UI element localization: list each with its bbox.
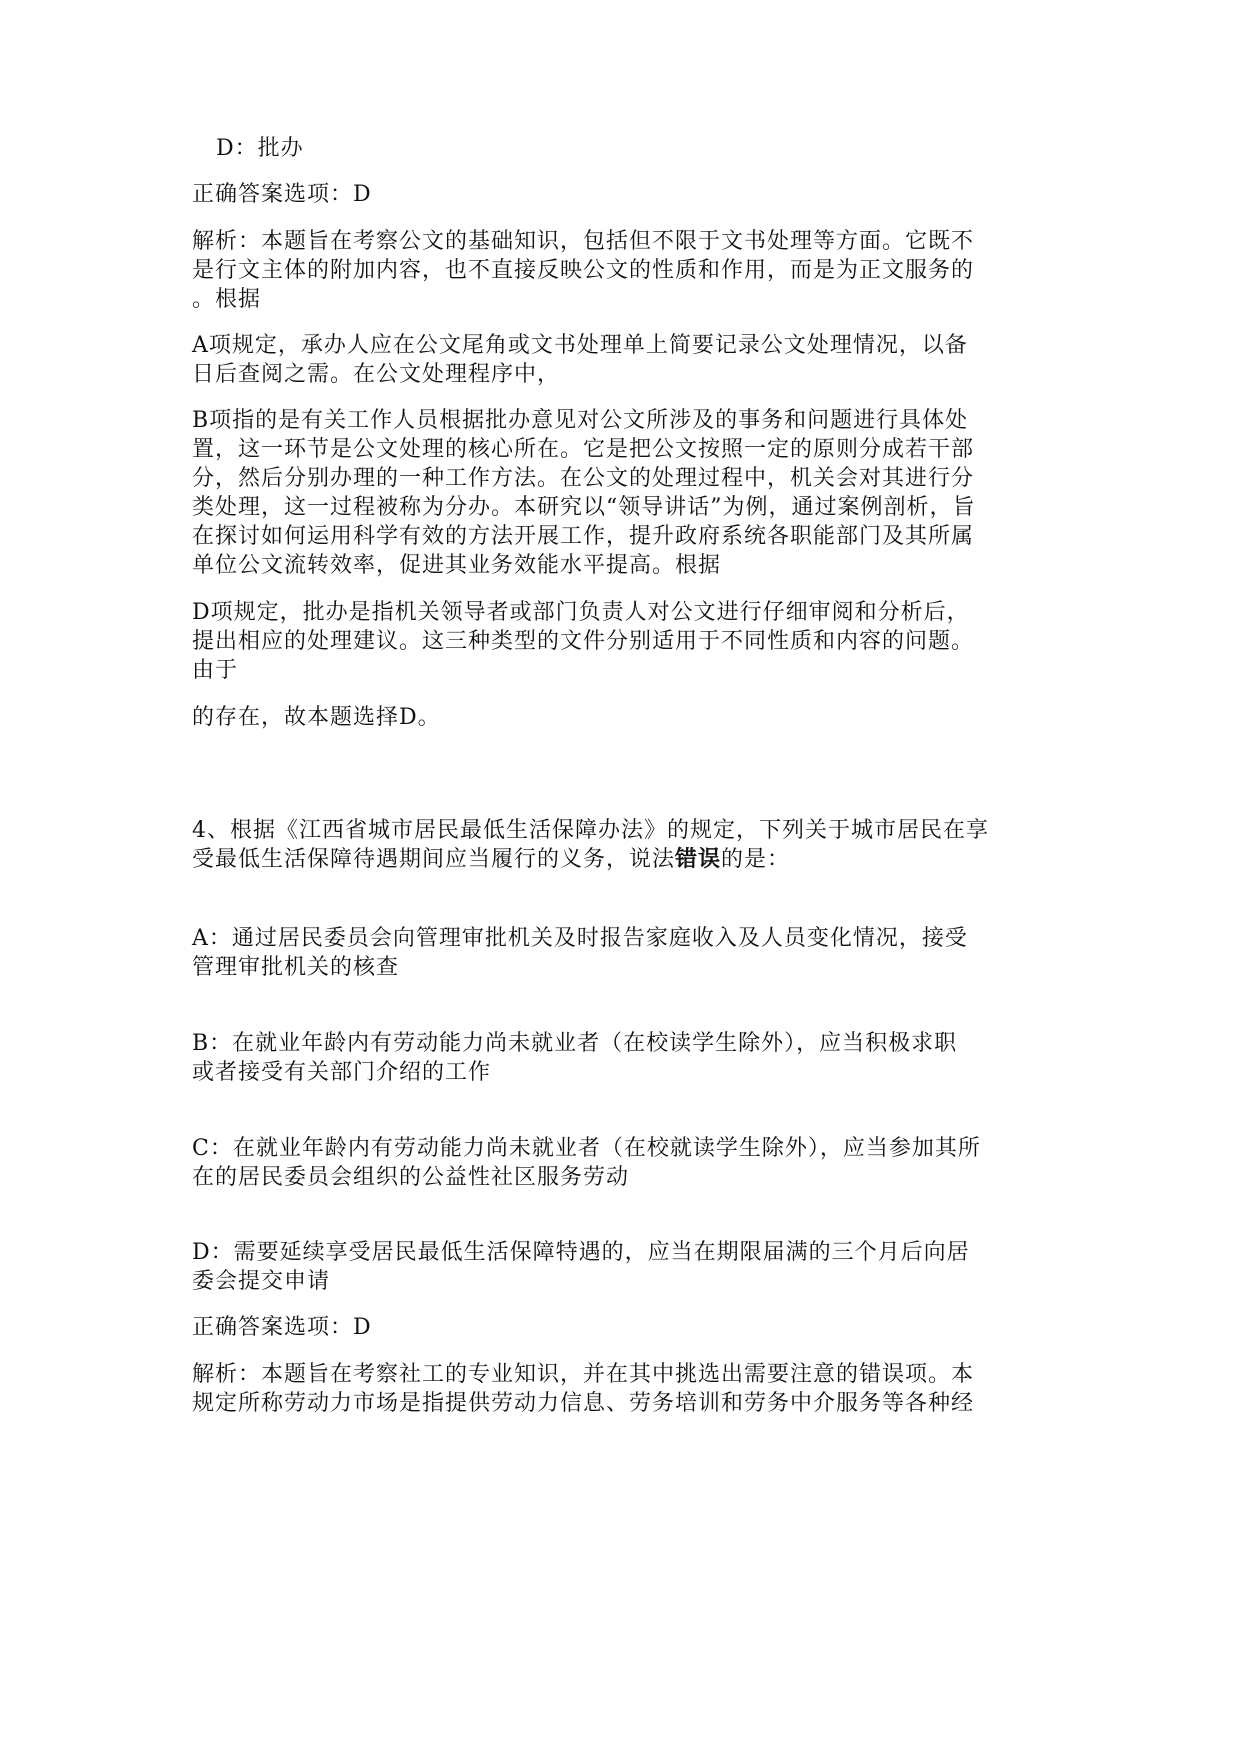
prev-conclusion: 的存在，故本题选择D。 xyxy=(192,705,441,730)
q4-stem-post: 的是： xyxy=(721,847,791,872)
prev-para-a-line-2: 日后查阅之需。在公文处理程序中， xyxy=(192,362,561,387)
q4-correct-answer: 正确答案选项：D xyxy=(192,1315,372,1340)
prev-para-d-line-3: 由于 xyxy=(192,658,239,683)
prev-analysis-line-1: 解析：本题旨在考察公文的基础知识，包括但不限于文书处理等方面。它既不 xyxy=(192,229,975,254)
prev-para-d-line-1: D项规定，批办是指机关领导者或部门负责人对公文进行仔细审阅和分析后， xyxy=(192,600,970,625)
prev-para-b-line-5: 在探讨如何运用科学有效的方法开展工作，提升政府系统各职能部门及其所属 xyxy=(192,524,975,549)
q4-stem-emphasis: 错误 xyxy=(675,846,722,872)
prev-correct-answer: 正确答案选项：D xyxy=(192,182,372,207)
prev-para-b-line-1: B项指的是有关工作人员根据批办意见对公文所涉及的事务和问题进行具体处 xyxy=(192,408,969,433)
prev-analysis-line-2: 是行文主体的附加内容，也不直接反映公文的性质和作用，而是为正文服务的 xyxy=(192,258,975,283)
q4-option-a-line-1: A：通过居民委员会向管理审批机关及时报告家庭收入及人员变化情况，接受 xyxy=(192,926,968,951)
q4-option-b-line-2: 或者接受有关部门介绍的工作 xyxy=(192,1060,492,1085)
q4-stem-line-1: 4、根据《江西省城市居民最低生活保障办法》的规定，下列关于城市居民在享 xyxy=(192,818,989,843)
q4-option-b-line-1: B：在就业年龄内有劳动能力尚未就业者（在校读学生除外），应当积极求职 xyxy=(192,1031,958,1056)
prev-analysis-line-3: 。根据 xyxy=(192,287,262,312)
q4-stem-line-2 xyxy=(192,843,1062,876)
prev-para-a-line-1: A项规定，承办人应在公文尾角或文书处理单上简要记录公文处理情况，以备 xyxy=(192,333,968,358)
prev-option-d: D：批办 xyxy=(216,136,304,161)
prev-para-b-line-4: 类处理，这一过程被称为分办。本研究以“领导讲话”为例，通过案例剖析，旨 xyxy=(192,495,976,520)
q4-option-c-line-2: 在的居民委员会组织的公益性社区服务劳动 xyxy=(192,1165,630,1190)
q4-analysis-line-2: 规定所称劳动力市场是指提供劳动力信息、劳务培训和劳务中介服务等各种经 xyxy=(192,1391,975,1416)
q4-option-d-line-2: 委会提交申请 xyxy=(192,1269,331,1294)
prev-para-d-line-2: 提出相应的处理建议。这三种类型的文件分别适用于不同性质和内容的问题。 xyxy=(192,629,975,654)
q4-option-d-line-1: D：需要延续享受居民最低生活保障特遇的，应当在期限届满的三个月后向居 xyxy=(192,1240,970,1265)
q4-option-a-line-2: 管理审批机关的核查 xyxy=(192,955,400,980)
prev-para-b-line-3: 分，然后分别办理的一种工作方法。在公文的处理过程中，机关会对其进行分 xyxy=(192,466,975,491)
q4-analysis-line-1: 解析：本题旨在考察社工的专业知识，并在其中挑选出需要注意的错误项。本 xyxy=(192,1362,975,1387)
q4-stem-pre: 受最低生活保障待遇期间应当履行的义务，说法 xyxy=(192,847,676,872)
prev-para-b-line-6: 单位公文流转效率，促进其业务效能水平提高。根据 xyxy=(192,553,722,578)
q4-option-c-line-1: C：在就业年龄内有劳动能力尚未就业者（在校就读学生除外），应当参加其所 xyxy=(192,1136,981,1161)
prev-para-b-line-2: 置，这一环节是公文处理的核心所在。它是把公文按照一定的原则分成若干部 xyxy=(192,437,975,462)
